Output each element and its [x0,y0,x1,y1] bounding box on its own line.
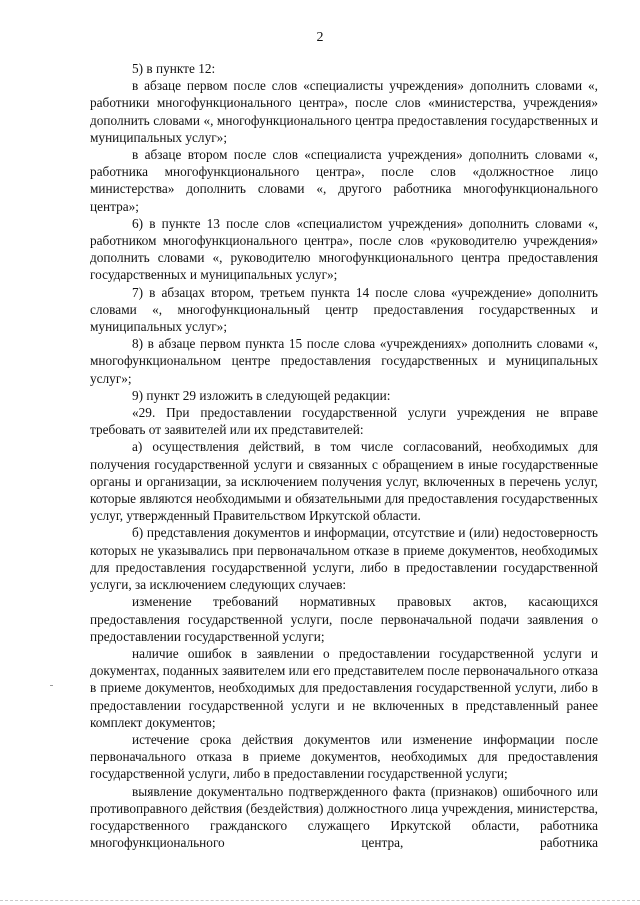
paragraph-item-7: 7) в абзацах втором, третьем пункта 14 после слова «учреждение» дополнить словами «, многофункциональный центр предоставления государственных и муниципальных услуг»; [90,284,598,335]
paragraph-item-9: 9) пункт 29 изложить в следующей редакции: [132,387,391,403]
paragraph-case-1: изменение требований нормативных правовых актов, касающихся предоставления государственной услуги, после первоначальной подачи заявления о предоставлении государственной услуги; [90,594,598,644]
paragraph-case-4: выявление документально подтвержденного факта (признаков) ошибочного или противоправного действия (бездействия) должностного лица учреждения, министерства, государственного гражданского служащего Иркутской области, работника многофункционального центра, работника [90,783,598,851]
page-bottom-edge [0,900,640,902]
paragraph-item-5-abzac-2: в абзаце втором после слов «специалиста учреждения» дополнить словами «, работника многофункционального центра», после слов «должностное лицо министерства» дополнить словами «, другого работника многофункционального центра»; [90,147,598,214]
paragraph-subpoint-b: б) представления документов и информации, отсутствие и (или) недостоверность которых не указывались при первоначальном отказе в приеме документов, необходимых для предоставления государственной услуги, либо в предоставлении государственной услуги, за исключением следующих случаев: [90,525,598,593]
document-body [90,60,598,851]
margin-mark [50,685,53,686]
paragraph-case-3: истечение срока действия документов или изменение информации после первоначального отказа в приеме документов, необходимых для предоставления государственной услуги, либо в предоставлении государственной услуги; [90,731,598,782]
paragraph-point-29: «29. При предоставлении государственной услуги учреждения не вправе требовать от заявителей или их представителей: [90,405,598,438]
paragraph-subpoint-a: а) осуществления действий, в том числе согласований, необходимых для получения государственной услуги и связанных с обращением в иные государственные органы и организации, за исключением получения услуг, включенных в перечень услуг, которые являются необходимыми и обязательными для предоставления государственных услуг, утвержденный Правительством Иркутской области. [90,439,598,524]
page-number: 2 [316,30,324,45]
paragraph-item-5: 5) в пункте 12: [132,61,216,76]
paragraph-item-8: 8) в абзаце первом пункта 15 после слова «учреждениях» дополнить словами «, многофункциональном центре предоставления государственных и муниципальных услуг»; [90,336,598,386]
paragraph-case-2: наличие ошибок в заявлении о предоставлении государственной услуги и документах, поданных заявителем или его представителем после первоначального отказа в приеме документов, необходимых для предоставления государственной услуги, либо в предоставлении государственной услуги и не включенных в представленный ранее комплект документов; [90,645,598,730]
paragraph-item-5-abzac-1: в абзаце первом после слов «специалисты учреждения» дополнить словами «, работники многофункционального центра», после слов «министерства, учреждения» дополнить словами «, многофункционального центра предоставления государственных и муниципальных услуг»; [90,78,598,145]
paragraph-item-6: 6) в пункте 13 после слов «специалистом учреждения» дополнить словами «, работником многофункционального центра», после слов «руководителю учреждения» дополнить словами «, руководителю многофункционального центра предоставления государственных и муниципальных услуг»; [90,215,598,283]
